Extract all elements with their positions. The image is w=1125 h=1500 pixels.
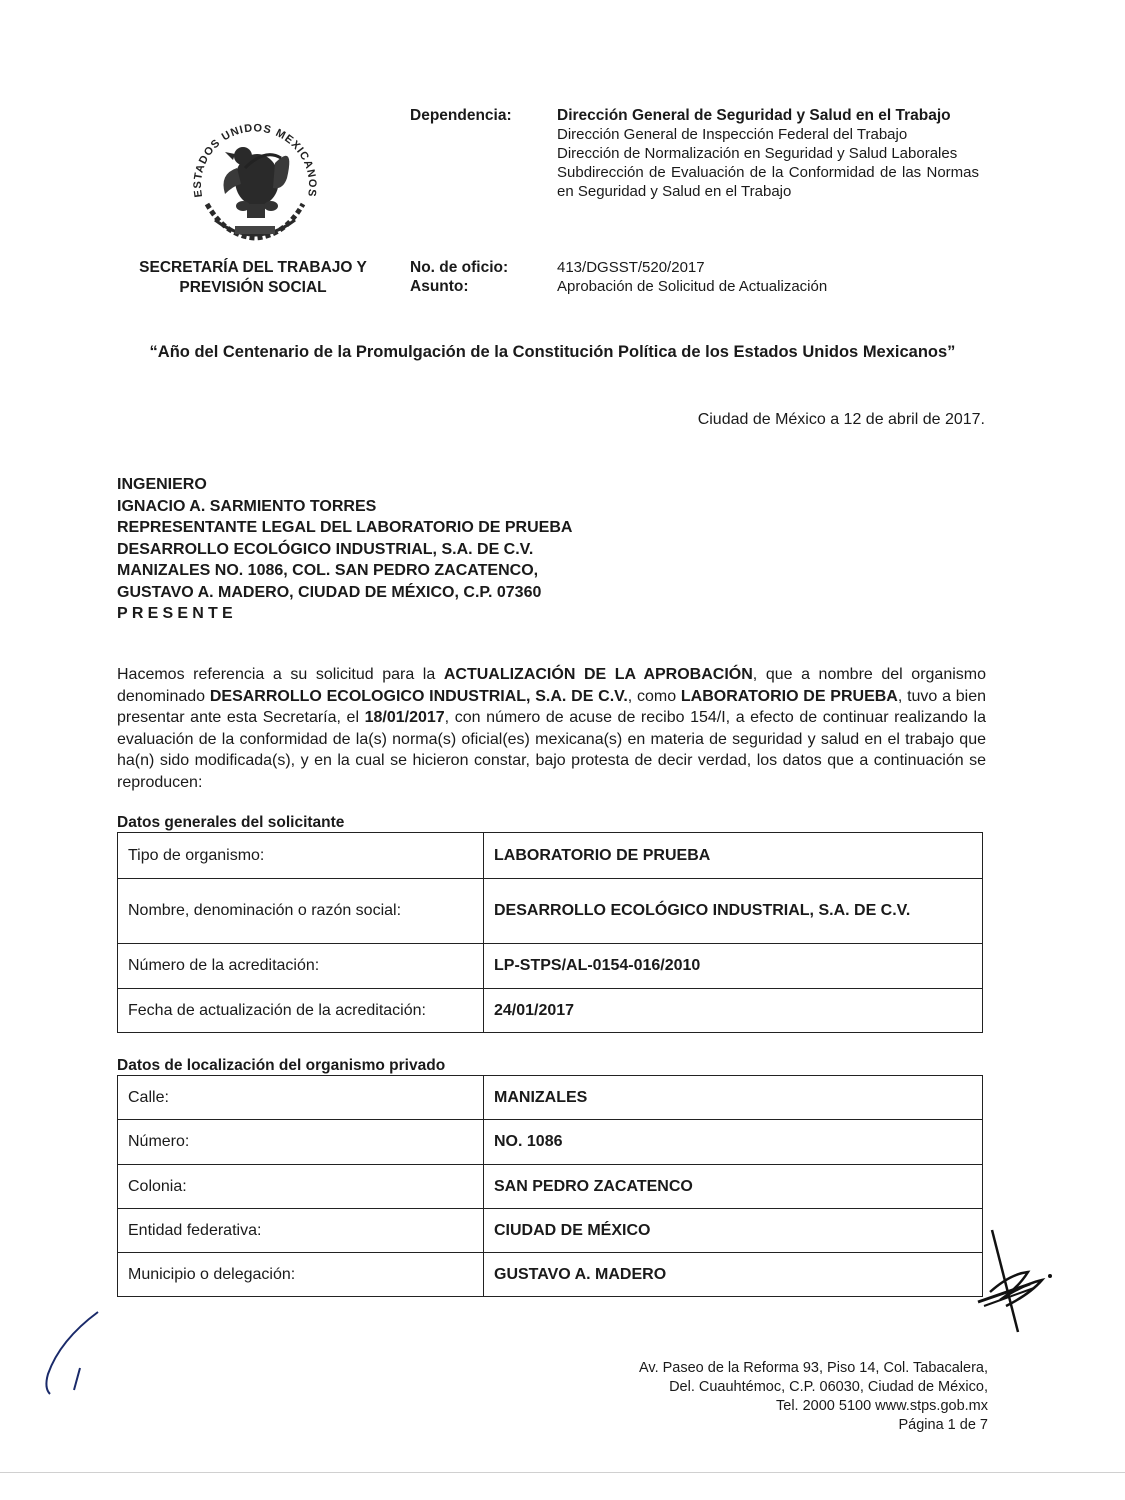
table-row bbox=[118, 1120, 983, 1165]
oficio-number: 413/DGSST/520/2017 bbox=[557, 259, 705, 276]
asunto-label: Asunto: bbox=[410, 278, 469, 295]
scan-edge bbox=[0, 1472, 1125, 1473]
letter-date: Ciudad de México a 12 de abril de 2017. bbox=[697, 411, 985, 428]
dependencia-line: Dirección de Normalización en Seguridad y Salud Laborales bbox=[557, 145, 958, 162]
dependencia-label: Dependencia: bbox=[410, 107, 512, 124]
recipient-block bbox=[117, 474, 572, 625]
table-key: Tipo de organismo: bbox=[118, 833, 484, 879]
body-text: , con número de acuse de recibo 154/I, a efecto de continuar realizando la evaluación de la conformidad de la(s) norma(s) oficial(es) mexicana(s) en materia de seguridad y salud en el trabajo que ha(n) sido modificada(s), y en la cual se hicieron constar, bajo protesta de decir verdad, los datos que a continuación se reproducen: bbox=[117, 709, 986, 791]
location-data-table bbox=[117, 1075, 983, 1297]
table-value: MANIZALES bbox=[484, 1076, 983, 1120]
dependencia-title: Dirección General de Seguridad y Salud en el Trabajo bbox=[557, 107, 951, 124]
table-key: Nombre, denominación o razón social: bbox=[118, 879, 484, 944]
ministry-line: PREVISIÓN SOCIAL bbox=[179, 279, 327, 296]
table-key: Número: bbox=[118, 1120, 484, 1165]
handwritten-mark bbox=[30, 1310, 110, 1400]
table1-title: Datos generales del solicitante bbox=[117, 814, 345, 831]
table-value: LP-STPS/AL-0154-016/2010 bbox=[484, 944, 983, 989]
oficio-label: No. de oficio: bbox=[410, 259, 509, 276]
applicant-data-table bbox=[117, 832, 983, 1033]
table-row bbox=[118, 1209, 983, 1253]
table-row bbox=[118, 833, 983, 879]
table-value: DESARROLLO ECOLÓGICO INDUSTRIAL, S.A. DE C.V. bbox=[484, 879, 983, 944]
recipient-line: INGENIERO bbox=[117, 476, 207, 493]
table-value: SAN PEDRO ZACATENCO bbox=[484, 1165, 983, 1209]
table-value: NO. 1086 bbox=[484, 1120, 983, 1165]
body-paragraph bbox=[117, 664, 986, 793]
body-text: , como bbox=[627, 687, 681, 705]
table-key: Fecha de actualización de la acreditación: bbox=[118, 989, 484, 1033]
footer-line: Av. Paseo de la Reforma 93, Piso 14, Col. Tabacalera, bbox=[638, 1360, 988, 1376]
footer-line: Del. Cuauhtémoc, C.P. 06030, Ciudad de México, bbox=[669, 1379, 988, 1395]
footer-line: Tel. 2000 5100 www.stps.gob.mx bbox=[776, 1398, 988, 1414]
table-key: Calle: bbox=[118, 1076, 484, 1120]
table-key: Colonia: bbox=[118, 1165, 484, 1209]
dependencia-block bbox=[557, 106, 979, 201]
recipient-line: DESARROLLO ECOLÓGICO INDUSTRIAL, S.A. DE C.V. bbox=[117, 540, 534, 558]
dependencia-line: Subdirección de Evaluación de la Conformidad de las Normas en Seguridad y Salud en el Trabajo bbox=[557, 164, 979, 200]
body-bold-text: LABORATORIO DE PRUEBA bbox=[680, 687, 898, 705]
table-value: GUSTAVO A. MADERO bbox=[484, 1253, 983, 1297]
table-key: Municipio o delegación: bbox=[118, 1253, 484, 1297]
table-row bbox=[118, 879, 983, 944]
table-value: LABORATORIO DE PRUEBA bbox=[484, 833, 983, 879]
body-text: , que a nombre del organismo denominado bbox=[117, 666, 987, 705]
table-row bbox=[118, 1253, 983, 1297]
body-text: Hacemos referencia a su solicitud para la bbox=[117, 666, 444, 683]
national-seal-icon bbox=[185, 108, 325, 256]
table-row bbox=[118, 944, 983, 989]
table-key: Número de la acreditación: bbox=[118, 944, 484, 989]
body-bold-text: ACTUALIZACIÓN DE LA APROBACIÓN bbox=[443, 666, 753, 683]
signature-mark bbox=[970, 1222, 1060, 1352]
body-bold-text: 18/01/2017 bbox=[364, 709, 445, 726]
asunto-value: Aprobación de Solicitud de Actualización bbox=[557, 278, 828, 295]
recipient-presente: PRESENTE bbox=[117, 605, 237, 622]
recipient-line: REPRESENTANTE LEGAL DEL LABORATORIO DE PRUEBA bbox=[117, 519, 573, 536]
recipient-line: IGNACIO A. SARMIENTO TORRES bbox=[117, 497, 377, 515]
ministry-name bbox=[118, 258, 388, 298]
recipient-line: GUSTAVO A. MADERO, CIUDAD DE MÉXICO, C.P. 07360 bbox=[117, 583, 542, 601]
table-value: 24/01/2017 bbox=[484, 989, 983, 1033]
dependencia-line: Dirección General de Inspección Federal del Trabajo bbox=[557, 126, 908, 143]
table-row bbox=[118, 1165, 983, 1209]
body-text: , tuvo a bien presentar ante esta Secretaría, el bbox=[117, 687, 987, 726]
table2-title: Datos de localización del organismo privado bbox=[117, 1057, 446, 1074]
page-number: Página 1 de 7 bbox=[898, 1417, 988, 1433]
ministry-line: SECRETARÍA DEL TRABAJO Y bbox=[139, 259, 367, 276]
body-bold-text: DESARROLLO ECOLOGICO INDUSTRIAL, S.A. DE C.V. bbox=[209, 687, 628, 705]
table-row bbox=[118, 1076, 983, 1120]
seal-text: ESTADOS UNIDOS MEXICANOS bbox=[191, 122, 319, 199]
table-key: Entidad federativa: bbox=[118, 1209, 484, 1253]
recipient-line: MANIZALES NO. 1086, COL. SAN PEDRO ZACATENCO, bbox=[117, 562, 539, 579]
official-motto: “Año del Centenario de la Promulgación de la Constitución Política de los Estados Unidos Mexicanos” bbox=[149, 343, 956, 361]
table-row bbox=[118, 989, 983, 1033]
footer-address bbox=[560, 1359, 988, 1435]
table-value: CIUDAD DE MÉXICO bbox=[484, 1209, 983, 1253]
